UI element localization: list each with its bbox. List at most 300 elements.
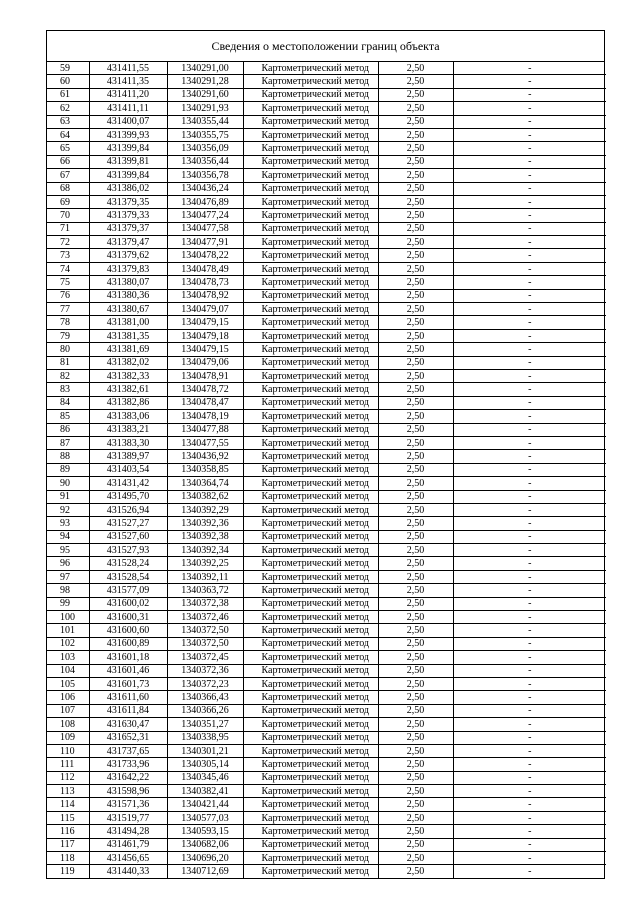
precision-cell: 2,50 bbox=[378, 691, 453, 704]
table-row bbox=[47, 383, 606, 396]
table-row bbox=[47, 852, 606, 865]
method-cell: Картометрический метод bbox=[243, 182, 378, 195]
x-coordinate-cell: 431380,67 bbox=[89, 303, 167, 316]
x-coordinate-cell: 431642,22 bbox=[89, 771, 167, 784]
precision-cell: 2,50 bbox=[378, 249, 453, 262]
point-number-cell: 76 bbox=[47, 289, 89, 302]
x-coordinate-cell: 431528,54 bbox=[89, 570, 167, 583]
x-coordinate-cell: 431456,65 bbox=[89, 852, 167, 865]
method-cell: Картометрический метод bbox=[243, 276, 378, 289]
x-coordinate-cell: 431380,07 bbox=[89, 276, 167, 289]
description-cell: - bbox=[453, 611, 606, 624]
x-coordinate-cell: 431527,60 bbox=[89, 530, 167, 543]
method-cell: Картометрический метод bbox=[243, 611, 378, 624]
y-coordinate-cell: 1340363,72 bbox=[167, 584, 243, 597]
table-row bbox=[47, 570, 606, 583]
y-coordinate-cell: 1340356,44 bbox=[167, 155, 243, 168]
x-coordinate-cell: 431383,21 bbox=[89, 423, 167, 436]
x-coordinate-cell: 431399,84 bbox=[89, 142, 167, 155]
precision-cell: 2,50 bbox=[378, 195, 453, 208]
description-cell: - bbox=[453, 316, 606, 329]
y-coordinate-cell: 1340392,25 bbox=[167, 557, 243, 570]
method-cell: Картометрический метод bbox=[243, 423, 378, 436]
y-coordinate-cell: 1340436,92 bbox=[167, 450, 243, 463]
method-cell: Картометрический метод bbox=[243, 436, 378, 449]
description-cell: - bbox=[453, 637, 606, 650]
table-row bbox=[47, 222, 606, 235]
description-cell: - bbox=[453, 584, 606, 597]
y-coordinate-cell: 1340358,85 bbox=[167, 463, 243, 476]
precision-cell: 2,50 bbox=[378, 852, 453, 865]
description-cell: - bbox=[453, 677, 606, 690]
description-cell: - bbox=[453, 691, 606, 704]
y-coordinate-cell: 1340478,91 bbox=[167, 369, 243, 382]
precision-cell: 2,50 bbox=[378, 303, 453, 316]
y-coordinate-cell: 1340355,75 bbox=[167, 128, 243, 141]
point-number-cell: 106 bbox=[47, 691, 89, 704]
table-row bbox=[47, 128, 606, 141]
table-row bbox=[47, 811, 606, 824]
table-row bbox=[47, 530, 606, 543]
point-number-cell: 91 bbox=[47, 490, 89, 503]
point-number-cell: 103 bbox=[47, 651, 89, 664]
precision-cell: 2,50 bbox=[378, 222, 453, 235]
table-row bbox=[47, 289, 606, 302]
description-cell: - bbox=[453, 771, 606, 784]
point-number-cell: 86 bbox=[47, 423, 89, 436]
table-row bbox=[47, 102, 606, 115]
point-number-cell: 113 bbox=[47, 785, 89, 798]
method-cell: Картометрический метод bbox=[243, 597, 378, 610]
table-row bbox=[47, 75, 606, 88]
y-coordinate-cell: 1340479,15 bbox=[167, 316, 243, 329]
description-cell: - bbox=[453, 410, 606, 423]
point-number-cell: 62 bbox=[47, 102, 89, 115]
table-row bbox=[47, 477, 606, 490]
x-coordinate-cell: 431379,83 bbox=[89, 262, 167, 275]
point-number-cell: 74 bbox=[47, 262, 89, 275]
description-cell: - bbox=[453, 329, 606, 342]
table-row bbox=[47, 758, 606, 771]
x-coordinate-cell: 431652,31 bbox=[89, 731, 167, 744]
description-cell: - bbox=[453, 704, 606, 717]
description-cell: - bbox=[453, 544, 606, 557]
y-coordinate-cell: 1340479,06 bbox=[167, 356, 243, 369]
description-cell: - bbox=[453, 463, 606, 476]
y-coordinate-cell: 1340421,44 bbox=[167, 798, 243, 811]
table-row bbox=[47, 664, 606, 677]
x-coordinate-cell: 431411,35 bbox=[89, 75, 167, 88]
method-cell: Картометрический метод bbox=[243, 236, 378, 249]
point-number-cell: 87 bbox=[47, 436, 89, 449]
description-cell: - bbox=[453, 490, 606, 503]
y-coordinate-cell: 1340478,47 bbox=[167, 396, 243, 409]
method-cell: Картометрический метод bbox=[243, 838, 378, 851]
point-number-cell: 71 bbox=[47, 222, 89, 235]
table-row bbox=[47, 155, 606, 168]
method-cell: Картометрический метод bbox=[243, 651, 378, 664]
precision-cell: 2,50 bbox=[378, 169, 453, 182]
x-coordinate-cell: 431379,47 bbox=[89, 236, 167, 249]
x-coordinate-cell: 431519,77 bbox=[89, 811, 167, 824]
description-cell: - bbox=[453, 75, 606, 88]
point-number-cell: 95 bbox=[47, 544, 89, 557]
y-coordinate-cell: 1340372,50 bbox=[167, 637, 243, 650]
description-cell: - bbox=[453, 651, 606, 664]
method-cell: Картометрический метод bbox=[243, 222, 378, 235]
x-coordinate-cell: 431379,37 bbox=[89, 222, 167, 235]
description-cell: - bbox=[453, 450, 606, 463]
precision-cell: 2,50 bbox=[378, 88, 453, 101]
y-coordinate-cell: 1340477,55 bbox=[167, 436, 243, 449]
precision-cell: 2,50 bbox=[378, 530, 453, 543]
description-cell: - bbox=[453, 852, 606, 865]
precision-cell: 2,50 bbox=[378, 343, 453, 356]
method-cell: Картометрический метод bbox=[243, 410, 378, 423]
method-cell: Картометрический метод bbox=[243, 128, 378, 141]
table-row bbox=[47, 249, 606, 262]
point-number-cell: 116 bbox=[47, 825, 89, 838]
table-row bbox=[47, 785, 606, 798]
precision-cell: 2,50 bbox=[378, 677, 453, 690]
description-cell: - bbox=[453, 303, 606, 316]
point-number-cell: 64 bbox=[47, 128, 89, 141]
table-row bbox=[47, 798, 606, 811]
table-row bbox=[47, 450, 606, 463]
method-cell: Картометрический метод bbox=[243, 369, 378, 382]
point-number-cell: 110 bbox=[47, 744, 89, 757]
y-coordinate-cell: 1340477,88 bbox=[167, 423, 243, 436]
x-coordinate-cell: 431382,02 bbox=[89, 356, 167, 369]
precision-cell: 2,50 bbox=[378, 102, 453, 115]
y-coordinate-cell: 1340351,27 bbox=[167, 718, 243, 731]
precision-cell: 2,50 bbox=[378, 329, 453, 342]
method-cell: Картометрический метод bbox=[243, 584, 378, 597]
description-cell: - bbox=[453, 369, 606, 382]
point-number-cell: 115 bbox=[47, 811, 89, 824]
method-cell: Картометрический метод bbox=[243, 155, 378, 168]
description-cell: - bbox=[453, 88, 606, 101]
description-cell: - bbox=[453, 570, 606, 583]
x-coordinate-cell: 431733,96 bbox=[89, 758, 167, 771]
description-cell: - bbox=[453, 477, 606, 490]
x-coordinate-cell: 431601,18 bbox=[89, 651, 167, 664]
point-number-cell: 90 bbox=[47, 477, 89, 490]
precision-cell: 2,50 bbox=[378, 115, 453, 128]
x-coordinate-cell: 431431,42 bbox=[89, 477, 167, 490]
description-cell: - bbox=[453, 249, 606, 262]
y-coordinate-cell: 1340479,15 bbox=[167, 343, 243, 356]
description-cell: - bbox=[453, 436, 606, 449]
method-cell: Картометрический метод bbox=[243, 865, 378, 878]
x-coordinate-cell: 431399,81 bbox=[89, 155, 167, 168]
description-cell: - bbox=[453, 62, 606, 75]
point-number-cell: 70 bbox=[47, 209, 89, 222]
description-cell: - bbox=[453, 811, 606, 824]
point-number-cell: 72 bbox=[47, 236, 89, 249]
description-cell: - bbox=[453, 222, 606, 235]
description-cell: - bbox=[453, 798, 606, 811]
precision-cell: 2,50 bbox=[378, 611, 453, 624]
table-row bbox=[47, 356, 606, 369]
table-row bbox=[47, 611, 606, 624]
method-cell: Картометрический метод bbox=[243, 624, 378, 637]
method-cell: Картометрический метод bbox=[243, 664, 378, 677]
x-coordinate-cell: 431630,47 bbox=[89, 718, 167, 731]
y-coordinate-cell: 1340477,24 bbox=[167, 209, 243, 222]
description-cell: - bbox=[453, 865, 606, 878]
table-row bbox=[47, 115, 606, 128]
method-cell: Картометрический метод bbox=[243, 517, 378, 530]
y-coordinate-cell: 1340372,46 bbox=[167, 611, 243, 624]
description-cell: - bbox=[453, 785, 606, 798]
method-cell: Картометрический метод bbox=[243, 75, 378, 88]
precision-cell: 2,50 bbox=[378, 798, 453, 811]
description-cell: - bbox=[453, 236, 606, 249]
y-coordinate-cell: 1340392,11 bbox=[167, 570, 243, 583]
x-coordinate-cell: 431411,11 bbox=[89, 102, 167, 115]
x-coordinate-cell: 431528,24 bbox=[89, 557, 167, 570]
y-coordinate-cell: 1340382,62 bbox=[167, 490, 243, 503]
description-cell: - bbox=[453, 356, 606, 369]
table-row bbox=[47, 209, 606, 222]
point-number-cell: 75 bbox=[47, 276, 89, 289]
method-cell: Картометрический метод bbox=[243, 343, 378, 356]
table-row bbox=[47, 343, 606, 356]
method-cell: Картометрический метод bbox=[243, 785, 378, 798]
method-cell: Картометрический метод bbox=[243, 115, 378, 128]
precision-cell: 2,50 bbox=[378, 865, 453, 878]
x-coordinate-cell: 431380,36 bbox=[89, 289, 167, 302]
description-cell: - bbox=[453, 396, 606, 409]
x-coordinate-cell: 431400,07 bbox=[89, 115, 167, 128]
table-row bbox=[47, 369, 606, 382]
precision-cell: 2,50 bbox=[378, 771, 453, 784]
point-number-cell: 109 bbox=[47, 731, 89, 744]
document-title: Сведения о местоположении границ объекта bbox=[47, 31, 604, 62]
method-cell: Картометрический метод bbox=[243, 195, 378, 208]
description-cell: - bbox=[453, 262, 606, 275]
x-coordinate-cell: 431600,60 bbox=[89, 624, 167, 637]
point-number-cell: 118 bbox=[47, 852, 89, 865]
point-number-cell: 88 bbox=[47, 450, 89, 463]
table-row bbox=[47, 169, 606, 182]
precision-cell: 2,50 bbox=[378, 825, 453, 838]
x-coordinate-cell: 431600,02 bbox=[89, 597, 167, 610]
x-coordinate-cell: 431379,62 bbox=[89, 249, 167, 262]
x-coordinate-cell: 431577,09 bbox=[89, 584, 167, 597]
y-coordinate-cell: 1340696,20 bbox=[167, 852, 243, 865]
method-cell: Картометрический метод bbox=[243, 142, 378, 155]
y-coordinate-cell: 1340345,46 bbox=[167, 771, 243, 784]
precision-cell: 2,50 bbox=[378, 718, 453, 731]
description-cell: - bbox=[453, 557, 606, 570]
x-coordinate-cell: 431601,46 bbox=[89, 664, 167, 677]
point-number-cell: 98 bbox=[47, 584, 89, 597]
y-coordinate-cell: 1340477,58 bbox=[167, 222, 243, 235]
point-number-cell: 96 bbox=[47, 557, 89, 570]
description-cell: - bbox=[453, 383, 606, 396]
table-row bbox=[47, 691, 606, 704]
x-coordinate-cell: 431495,70 bbox=[89, 490, 167, 503]
precision-cell: 2,50 bbox=[378, 490, 453, 503]
method-cell: Картометрический метод bbox=[243, 62, 378, 75]
precision-cell: 2,50 bbox=[378, 704, 453, 717]
method-cell: Картометрический метод bbox=[243, 477, 378, 490]
method-cell: Картометрический метод bbox=[243, 718, 378, 731]
x-coordinate-cell: 431379,35 bbox=[89, 195, 167, 208]
point-number-cell: 85 bbox=[47, 410, 89, 423]
y-coordinate-cell: 1340372,38 bbox=[167, 597, 243, 610]
precision-cell: 2,50 bbox=[378, 236, 453, 249]
y-coordinate-cell: 1340593,15 bbox=[167, 825, 243, 838]
x-coordinate-cell: 431386,02 bbox=[89, 182, 167, 195]
description-cell: - bbox=[453, 744, 606, 757]
y-coordinate-cell: 1340372,23 bbox=[167, 677, 243, 690]
point-number-cell: 59 bbox=[47, 62, 89, 75]
table-row bbox=[47, 677, 606, 690]
table-row bbox=[47, 651, 606, 664]
method-cell: Картометрический метод bbox=[243, 530, 378, 543]
point-number-cell: 65 bbox=[47, 142, 89, 155]
table-row bbox=[47, 503, 606, 516]
y-coordinate-cell: 1340392,38 bbox=[167, 530, 243, 543]
y-coordinate-cell: 1340291,28 bbox=[167, 75, 243, 88]
table-row bbox=[47, 624, 606, 637]
point-number-cell: 84 bbox=[47, 396, 89, 409]
description-cell: - bbox=[453, 182, 606, 195]
method-cell: Картометрический метод bbox=[243, 677, 378, 690]
x-coordinate-cell: 431389,97 bbox=[89, 450, 167, 463]
point-number-cell: 102 bbox=[47, 637, 89, 650]
table-row bbox=[47, 544, 606, 557]
x-coordinate-cell: 431403,54 bbox=[89, 463, 167, 476]
method-cell: Картометрический метод bbox=[243, 744, 378, 757]
description-cell: - bbox=[453, 530, 606, 543]
table-row bbox=[47, 142, 606, 155]
y-coordinate-cell: 1340682,06 bbox=[167, 838, 243, 851]
description-cell: - bbox=[453, 115, 606, 128]
point-number-cell: 111 bbox=[47, 758, 89, 771]
point-number-cell: 80 bbox=[47, 343, 89, 356]
description-cell: - bbox=[453, 503, 606, 516]
x-coordinate-cell: 431381,69 bbox=[89, 343, 167, 356]
y-coordinate-cell: 1340436,24 bbox=[167, 182, 243, 195]
description-cell: - bbox=[453, 838, 606, 851]
x-coordinate-cell: 431737,65 bbox=[89, 744, 167, 757]
table-row bbox=[47, 236, 606, 249]
y-coordinate-cell: 1340291,93 bbox=[167, 102, 243, 115]
table-row bbox=[47, 637, 606, 650]
description-cell: - bbox=[453, 102, 606, 115]
y-coordinate-cell: 1340338,95 bbox=[167, 731, 243, 744]
precision-cell: 2,50 bbox=[378, 369, 453, 382]
table-row bbox=[47, 62, 606, 75]
point-number-cell: 101 bbox=[47, 624, 89, 637]
precision-cell: 2,50 bbox=[378, 597, 453, 610]
method-cell: Картометрический метод bbox=[243, 852, 378, 865]
point-number-cell: 117 bbox=[47, 838, 89, 851]
method-cell: Картометрический метод bbox=[243, 316, 378, 329]
point-number-cell: 97 bbox=[47, 570, 89, 583]
y-coordinate-cell: 1340577,03 bbox=[167, 811, 243, 824]
point-number-cell: 83 bbox=[47, 383, 89, 396]
y-coordinate-cell: 1340356,09 bbox=[167, 142, 243, 155]
precision-cell: 2,50 bbox=[378, 182, 453, 195]
y-coordinate-cell: 1340382,41 bbox=[167, 785, 243, 798]
table-row bbox=[47, 597, 606, 610]
x-coordinate-cell: 431598,96 bbox=[89, 785, 167, 798]
method-cell: Картометрический метод bbox=[243, 570, 378, 583]
point-number-cell: 93 bbox=[47, 517, 89, 530]
y-coordinate-cell: 1340366,43 bbox=[167, 691, 243, 704]
x-coordinate-cell: 431526,94 bbox=[89, 503, 167, 516]
precision-cell: 2,50 bbox=[378, 838, 453, 851]
point-number-cell: 82 bbox=[47, 369, 89, 382]
point-number-cell: 78 bbox=[47, 316, 89, 329]
precision-cell: 2,50 bbox=[378, 664, 453, 677]
y-coordinate-cell: 1340478,49 bbox=[167, 262, 243, 275]
table-row bbox=[47, 88, 606, 101]
description-cell: - bbox=[453, 209, 606, 222]
precision-cell: 2,50 bbox=[378, 503, 453, 516]
precision-cell: 2,50 bbox=[378, 436, 453, 449]
precision-cell: 2,50 bbox=[378, 276, 453, 289]
table-row bbox=[47, 276, 606, 289]
x-coordinate-cell: 431571,36 bbox=[89, 798, 167, 811]
point-number-cell: 79 bbox=[47, 329, 89, 342]
y-coordinate-cell: 1340372,45 bbox=[167, 651, 243, 664]
y-coordinate-cell: 1340392,29 bbox=[167, 503, 243, 516]
precision-cell: 2,50 bbox=[378, 289, 453, 302]
y-coordinate-cell: 1340356,78 bbox=[167, 169, 243, 182]
description-cell: - bbox=[453, 343, 606, 356]
description-cell: - bbox=[453, 128, 606, 141]
method-cell: Картометрический метод bbox=[243, 557, 378, 570]
y-coordinate-cell: 1340479,07 bbox=[167, 303, 243, 316]
x-coordinate-cell: 431611,60 bbox=[89, 691, 167, 704]
table-body bbox=[47, 62, 606, 878]
method-cell: Картометрический метод bbox=[243, 249, 378, 262]
point-number-cell: 66 bbox=[47, 155, 89, 168]
table-row bbox=[47, 436, 606, 449]
precision-cell: 2,50 bbox=[378, 62, 453, 75]
point-number-cell: 67 bbox=[47, 169, 89, 182]
table-row bbox=[47, 182, 606, 195]
point-number-cell: 119 bbox=[47, 865, 89, 878]
precision-cell: 2,50 bbox=[378, 262, 453, 275]
x-coordinate-cell: 431600,31 bbox=[89, 611, 167, 624]
point-number-cell: 69 bbox=[47, 195, 89, 208]
method-cell: Картометрический метод bbox=[243, 731, 378, 744]
description-cell: - bbox=[453, 624, 606, 637]
table-row bbox=[47, 865, 606, 878]
x-coordinate-cell: 431383,06 bbox=[89, 410, 167, 423]
description-cell: - bbox=[453, 195, 606, 208]
x-coordinate-cell: 431527,27 bbox=[89, 517, 167, 530]
method-cell: Картометрический метод bbox=[243, 463, 378, 476]
precision-cell: 2,50 bbox=[378, 758, 453, 771]
method-cell: Картометрический метод bbox=[243, 262, 378, 275]
precision-cell: 2,50 bbox=[378, 155, 453, 168]
method-cell: Картометрический метод bbox=[243, 303, 378, 316]
x-coordinate-cell: 431381,35 bbox=[89, 329, 167, 342]
point-number-cell: 105 bbox=[47, 677, 89, 690]
point-number-cell: 108 bbox=[47, 718, 89, 731]
y-coordinate-cell: 1340392,34 bbox=[167, 544, 243, 557]
boundary-points-table bbox=[47, 62, 606, 878]
precision-cell: 2,50 bbox=[378, 477, 453, 490]
